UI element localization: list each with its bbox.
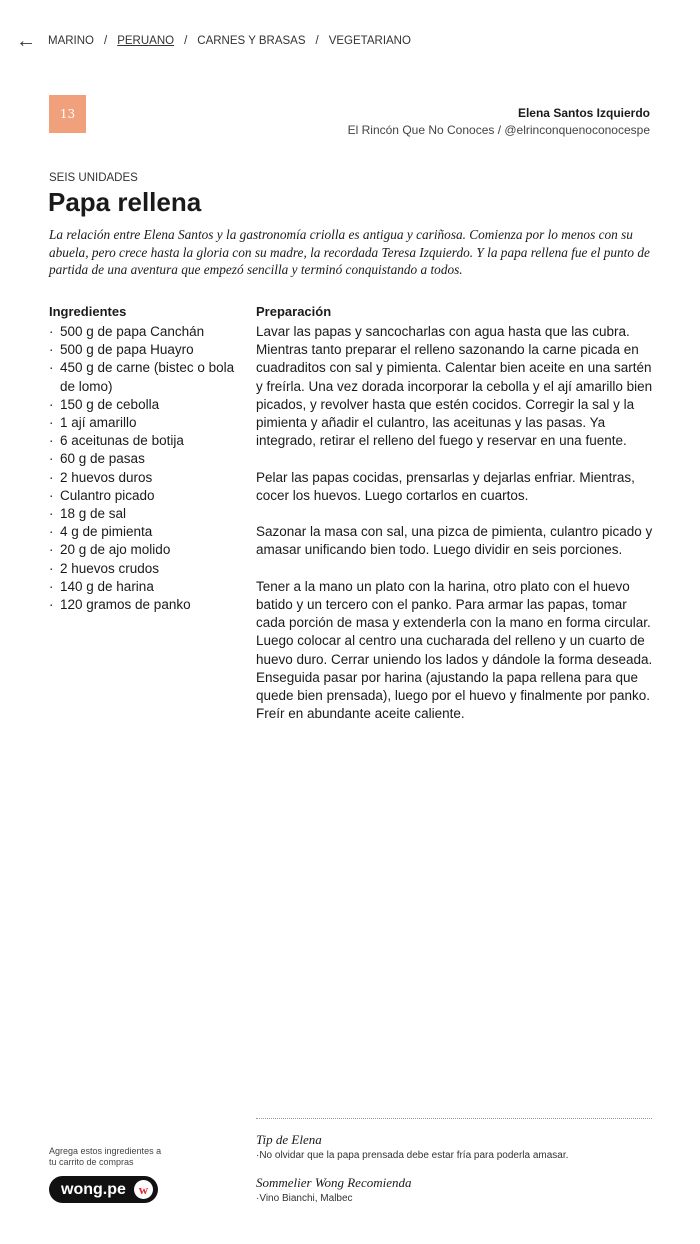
preparation-section — [256, 304, 656, 742]
ingredient-item: · 6 aceitunas de botija — [49, 432, 239, 450]
ingredient-item: · 18 g de sal — [49, 505, 239, 523]
wong-label: wong.pe — [61, 1180, 126, 1198]
category-peruano[interactable]: PERUANO — [117, 35, 175, 47]
author-name: Elena Santos Izquierdo — [517, 106, 650, 120]
category-carnes-y-brasas[interactable]: CARNES Y BRASAS — [197, 35, 306, 47]
separator: / — [104, 35, 108, 47]
separator: / — [184, 35, 188, 47]
tip-text: ·No olvidar que la papa prensada debe estar fría para poderla amasar. — [256, 1150, 569, 1161]
sommelier-text: ·Vino Bianchi, Malbec — [256, 1193, 353, 1204]
author-info — [348, 106, 650, 137]
ingredient-item: · 450 g de carne (bistec o bola de lomo) — [49, 359, 239, 395]
category-marino[interactable]: MARINO — [48, 35, 94, 47]
ingredients-list — [49, 323, 239, 614]
sommelier-title: Sommelier Wong Recomienda — [256, 1175, 412, 1190]
preparation-heading: Preparación — [256, 304, 332, 319]
cart-prompt: Agrega estos ingredientes a tu carrito de compras — [49, 1146, 162, 1167]
ingredient-item: · 4 g de pimienta — [49, 523, 239, 541]
ingredient-item: · 2 huevos crudos — [49, 560, 239, 578]
ingredient-item: · 60 g de pasas — [49, 450, 239, 468]
tip-section — [256, 1132, 568, 1161]
preparation-step: Tener a la mano un plato con la harina, otro plato con el huevo batido y un tercero con el panko. Para armar las papas, tomar cada porción de masa y extenderla con la mano en forma circular. Luego colocar al centro una cucharada del relleno y un cuarto de huevo duro. Cerrar uniendo los lados y dándole la forma deseada. Enseguida pasar por harina (ajustando la papa rellena para que quede bien prensada), luego por el huevo y finalmente por panko. Freír en abundante aceite caliente. — [256, 578, 653, 722]
preparation-step: Lavar las papas y sancocharlas con agua hasta que las cubra. Mientras tanto preparar el relleno sazonando la carne picada en cuadraditos con sal y pimienta. Calentar bien aceite en una sartén y freírla. Una vez dorada incorporar la cebolla y el ají amarillo bien picados, y revolver hasta que estén cocidos. Corregir la sal y la pimienta y añadir el culantro, las aceitunas y las pasas. Ya integrado, retirar el relleno del fuego y reservar en una fuente. — [256, 324, 653, 449]
category-nav — [16, 30, 411, 52]
recipe-yield: SEIS UNIDADES — [49, 172, 138, 184]
ingredients-section — [49, 304, 239, 614]
recipe-title: Papa rellena — [48, 187, 202, 217]
wong-logo-icon: w — [134, 1180, 153, 1199]
ingredient-item: · 20 g de ajo molido — [49, 541, 239, 559]
preparation-steps — [256, 323, 656, 723]
ingredient-item: · 2 huevos duros — [49, 469, 239, 487]
author-blog: El Rincón Que No Conoces / @elrinconquenoconocespe — [347, 123, 650, 137]
preparation-step: Pelar las papas cocidas, prensarlas y dejarlas enfriar. Mientras, cocer los huevos. Luego cortarlos en cuartos. — [256, 469, 635, 503]
ingredient-item: · 1 ají amarillo — [49, 414, 239, 432]
ingredients-heading: Ingredientes — [49, 304, 127, 319]
recipe-intro: La relación entre Elena Santos y la gastronomía criolla es antigua y cariñosa. Comienza por lo menos con su abuela, pero crece hasta la gloria con su madre, la recordada Teresa Izquierdo. Y la papa rellena fue el punto de partida de una aventura que empezó sencilla y terminó conquistando a todos. — [49, 227, 650, 277]
tip-title: Tip de Elena — [256, 1132, 322, 1147]
ingredient-item: · 500 g de papa Canchán — [49, 323, 239, 341]
recipe-number-badge: 13 — [49, 95, 86, 133]
ingredient-item: · 500 g de papa Huayro — [49, 341, 239, 359]
sommelier-section — [256, 1175, 412, 1204]
ingredient-item: · Culantro picado — [49, 487, 239, 505]
preparation-step: Sazonar la masa con sal, una pizca de pimienta, culantro picado y amasar unificando bien todo. Luego dividir en seis porciones. — [256, 524, 653, 558]
ingredient-item: · 150 g de cebolla — [49, 396, 239, 414]
category-vegetariano[interactable]: VEGETARIANO — [328, 35, 411, 47]
footer-divider — [256, 1118, 652, 1119]
ingredient-item: · 120 gramos de panko — [49, 596, 239, 614]
back-arrow-icon[interactable]: ← — [16, 30, 36, 52]
ingredient-item: · 140 g de harina — [49, 578, 239, 596]
wong-button[interactable] — [49, 1176, 158, 1203]
separator: / — [315, 35, 319, 47]
